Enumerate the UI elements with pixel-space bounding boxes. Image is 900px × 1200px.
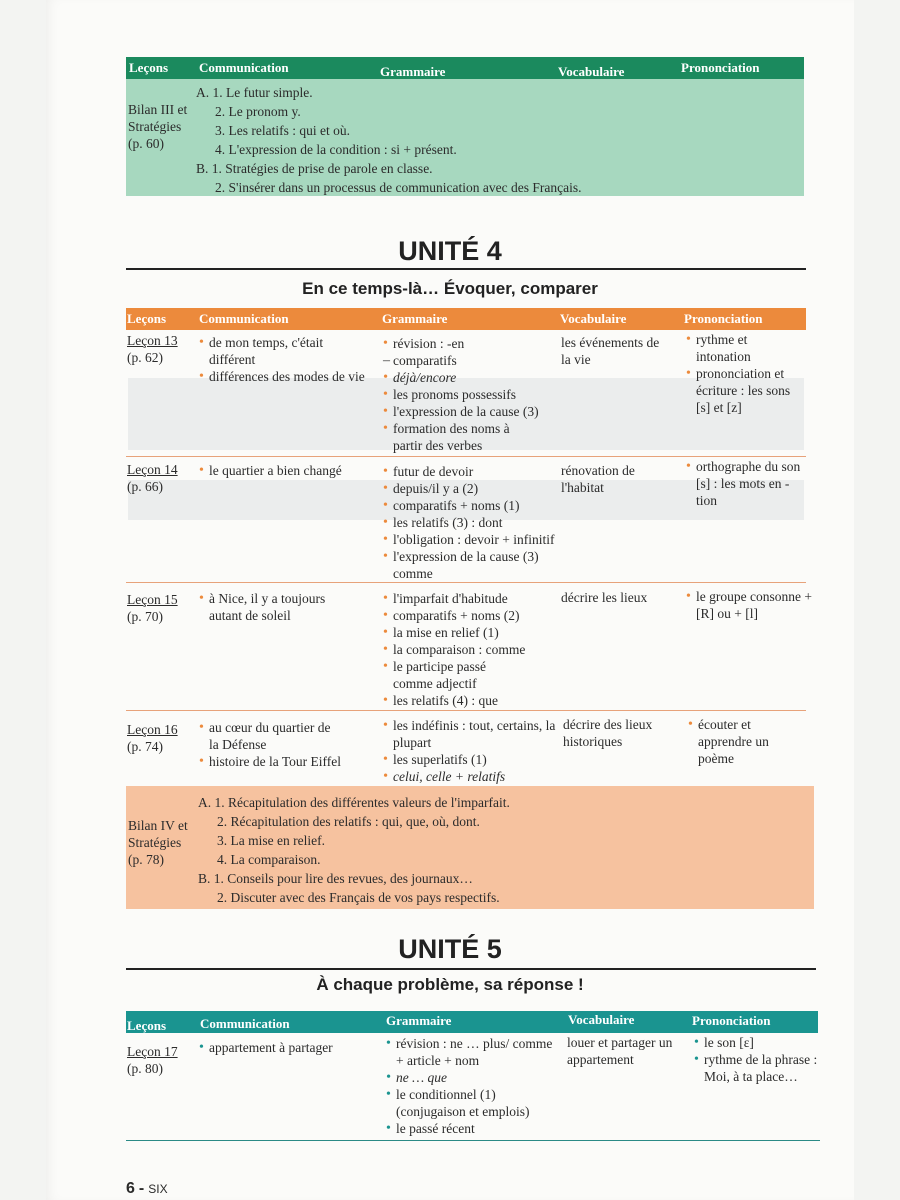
lesson-page: (p. 62) — [127, 350, 163, 365]
bilan4-title-line: (p. 78) — [128, 852, 164, 867]
unit4-subtitle: En ce temps-là… Évoquer, comparer — [302, 279, 598, 298]
grammaire-item: • formation des noms à partir des verbes — [383, 420, 523, 454]
bilan3-title-line: (p. 60) — [128, 136, 164, 151]
bilan-item: 2. S'insérer dans un processus de communication avec des Français. — [215, 180, 582, 195]
lesson16-title-cell — [127, 721, 197, 755]
prononciation-item: • écouter et apprendre un poème — [688, 716, 788, 767]
bilan-item: B. 1. Stratégies de prise de parole en classe. — [196, 161, 433, 176]
lesson14-vocabulaire: rénovation de l'habitat — [561, 463, 635, 495]
prononciation-item: • prononciation et écriture : les sons [s] et [z] — [686, 365, 800, 416]
header-grammaire: Grammaire — [380, 64, 446, 79]
grammaire-item: • comparatifs + noms (2) — [383, 607, 563, 624]
row-divider — [126, 582, 806, 583]
grammaire-item: • l'obligation : devoir + infinitif — [383, 531, 563, 548]
page-number-word: SIX — [148, 1182, 168, 1196]
lesson16-grammaire — [383, 717, 563, 785]
communication-item: • différences des modes de vie — [199, 368, 379, 385]
lesson17-title-cell — [127, 1043, 197, 1077]
row-divider — [126, 710, 806, 711]
lesson13-vocabulaire: les événements de la vie — [561, 335, 660, 367]
bilan-item: A. 1. Récapitulation des différentes valeurs de l'imparfait. — [198, 795, 510, 810]
grammaire-item: • comparatifs + noms (1) — [383, 497, 563, 514]
bilan-item: 3. La mise en relief. — [217, 833, 325, 848]
prononciation-item: • le son [ε] — [694, 1034, 819, 1051]
lesson14-prononciation — [686, 458, 804, 509]
lesson13-communication — [199, 334, 379, 385]
grammaire-item: • le passé récent — [386, 1120, 566, 1137]
grammaire-item: • ne … que — [386, 1069, 566, 1086]
header-vocabulaire: Vocabulaire — [568, 1012, 635, 1027]
header-communication: Communication — [199, 311, 289, 326]
bilan-item: 4. L'expression de la condition : si + présent. — [215, 142, 457, 157]
lesson17-grammaire — [386, 1035, 566, 1137]
lesson17-vocabulaire: louer et partager un appartement — [567, 1035, 673, 1067]
header-grammaire: Grammaire — [386, 1013, 452, 1028]
bilan-item: 2. Discuter avec des Français de vos pays respectifs. — [217, 890, 500, 905]
header-grammaire: Grammaire — [382, 311, 448, 326]
header-lecons: Leçons — [127, 1018, 166, 1033]
textbook-page — [46, 0, 854, 1200]
lesson14-grammaire — [383, 463, 563, 582]
unit4-rule — [126, 268, 806, 270]
grammaire-item: • l'expression de la cause (3) comme — [383, 548, 555, 582]
bilan-item: 2. Le pronom y. — [215, 104, 301, 119]
header-communication: Communication — [199, 60, 289, 75]
page-number-separator: - — [138, 1180, 145, 1197]
lesson-title: Leçon 16 — [127, 722, 178, 737]
lesson15-prononciation — [686, 588, 812, 622]
header-lecons: Leçons — [127, 311, 166, 326]
lesson15-vocabulaire: décrire les lieux — [561, 590, 648, 605]
lesson-title: Leçon 13 — [127, 333, 178, 348]
prononciation-item: • rythme et intonation — [686, 331, 776, 365]
grammaire-item: • futur de devoir — [383, 463, 563, 480]
grammaire-item: • les pronoms possessifs — [383, 386, 561, 403]
lesson-page: (p. 66) — [127, 479, 163, 494]
communication-item: • le quartier a bien changé — [199, 462, 379, 479]
page-number-digit: 6 — [126, 1180, 135, 1197]
lesson-page: (p. 74) — [127, 739, 163, 754]
grammaire-item: • celui, celle + relatifs — [383, 768, 563, 785]
header-vocabulaire: Vocabulaire — [558, 64, 625, 79]
grammaire-item: • la comparaison : comme — [383, 641, 563, 658]
bilan3-header-bar — [126, 57, 804, 79]
unit5-header-bar — [126, 1011, 818, 1033]
bilan-item: 4. La comparaison. — [217, 852, 321, 867]
grammaire-item: • déjà/encore — [383, 369, 561, 386]
bilan-item: A. 1. Le futur simple. — [196, 85, 313, 100]
header-prononciation: Prononciation — [692, 1013, 771, 1028]
lesson13-grammaire — [383, 335, 561, 454]
lesson13-title-cell — [127, 332, 197, 366]
prononciation-item: • rythme de la phrase : Moi, à ta place… — [694, 1051, 826, 1085]
unit5-title: UNITÉ 5 — [398, 934, 502, 964]
grammaire-item: • la mise en relief (1) — [383, 624, 563, 641]
bilan3-title — [128, 101, 198, 152]
lesson-page: (p. 70) — [127, 609, 163, 624]
grammaire-item: • depuis/il y a (2) — [383, 480, 563, 497]
lesson15-grammaire — [383, 590, 563, 709]
communication-item: • appartement à partager — [199, 1039, 379, 1056]
grammaire-item: • l'imparfait d'habitude — [383, 590, 563, 607]
page-number — [126, 1180, 168, 1198]
unit5-bottom-rule — [126, 1140, 820, 1141]
lesson16-prononciation — [688, 716, 798, 767]
row-divider — [126, 456, 806, 457]
grammaire-item: • les relatifs (4) : que — [383, 692, 563, 709]
prononciation-item: • orthographe du son [s] : les mots en -tion — [686, 458, 806, 509]
unit5-rule — [126, 968, 816, 970]
communication-item: • histoire de la Tour Eiffel — [199, 753, 379, 770]
grammaire-item: • le participe passé comme adjectif — [383, 658, 513, 692]
header-prononciation: Prononciation — [681, 60, 760, 75]
grammaire-item: • les indéfinis : tout, certains, la plupart — [383, 717, 563, 751]
grammaire-item: – comparatifs — [383, 352, 561, 369]
lesson-title: Leçon 15 — [127, 592, 178, 607]
bilan3-title-line: Bilan III et — [128, 102, 188, 117]
lesson17-communication — [199, 1039, 379, 1056]
lesson16-vocabulaire: décrire des lieux historiques — [563, 717, 653, 749]
bilan-item: B. 1. Conseils pour lire des revues, des journaux… — [198, 871, 473, 886]
grammaire-item: • révision : -en — [383, 335, 561, 352]
bilan4-title — [128, 817, 198, 868]
grammaire-item: • les superlatifs (1) — [383, 751, 563, 768]
bilan4-title-line: Stratégies — [128, 835, 182, 850]
lesson15-title-cell — [127, 591, 197, 625]
unit4-title: UNITÉ 4 — [398, 236, 502, 266]
lesson17-prononciation — [694, 1034, 819, 1085]
communication-item: • à Nice, il y a toujours autant de soleil — [199, 590, 344, 624]
communication-item: • au cœur du quartier de la Défense — [199, 719, 339, 753]
communication-item: • de mon temps, c'était différent — [199, 334, 354, 368]
lesson16-communication — [199, 719, 379, 770]
lesson-page: (p. 80) — [127, 1061, 163, 1076]
bilan-item: 3. Les relatifs : qui et où. — [215, 123, 350, 138]
grammaire-item: • les relatifs (3) : dont — [383, 514, 563, 531]
header-lecons: Leçons — [129, 60, 168, 75]
header-communication: Communication — [200, 1016, 290, 1031]
lesson-title: Leçon 17 — [127, 1044, 178, 1059]
grammaire-item: • révision : ne … plus/ comme + article + nom — [386, 1035, 561, 1069]
grammaire-item: • l'expression de la cause (3) — [383, 403, 561, 420]
lesson14-communication — [199, 462, 379, 479]
unit4-header-bar — [126, 308, 806, 330]
unit5-subtitle: À chaque problème, sa réponse ! — [316, 975, 584, 994]
lesson-title: Leçon 14 — [127, 462, 178, 477]
grammaire-item: • le conditionnel (1) (conjugaison et emplois) — [386, 1086, 556, 1120]
bilan3-title-line: Stratégies — [128, 119, 182, 134]
lesson13-prononciation — [686, 331, 804, 416]
header-vocabulaire: Vocabulaire — [560, 311, 627, 326]
lesson14-title-cell — [127, 461, 197, 495]
bilan4-title-line: Bilan IV et — [128, 818, 188, 833]
lesson15-communication — [199, 590, 349, 624]
prononciation-item: • le groupe consonne + [R] ou + [l] — [686, 588, 814, 622]
bilan-item: 2. Récapitulation des relatifs : qui, que, où, dont. — [217, 814, 480, 829]
header-prononciation: Prononciation — [684, 311, 763, 326]
